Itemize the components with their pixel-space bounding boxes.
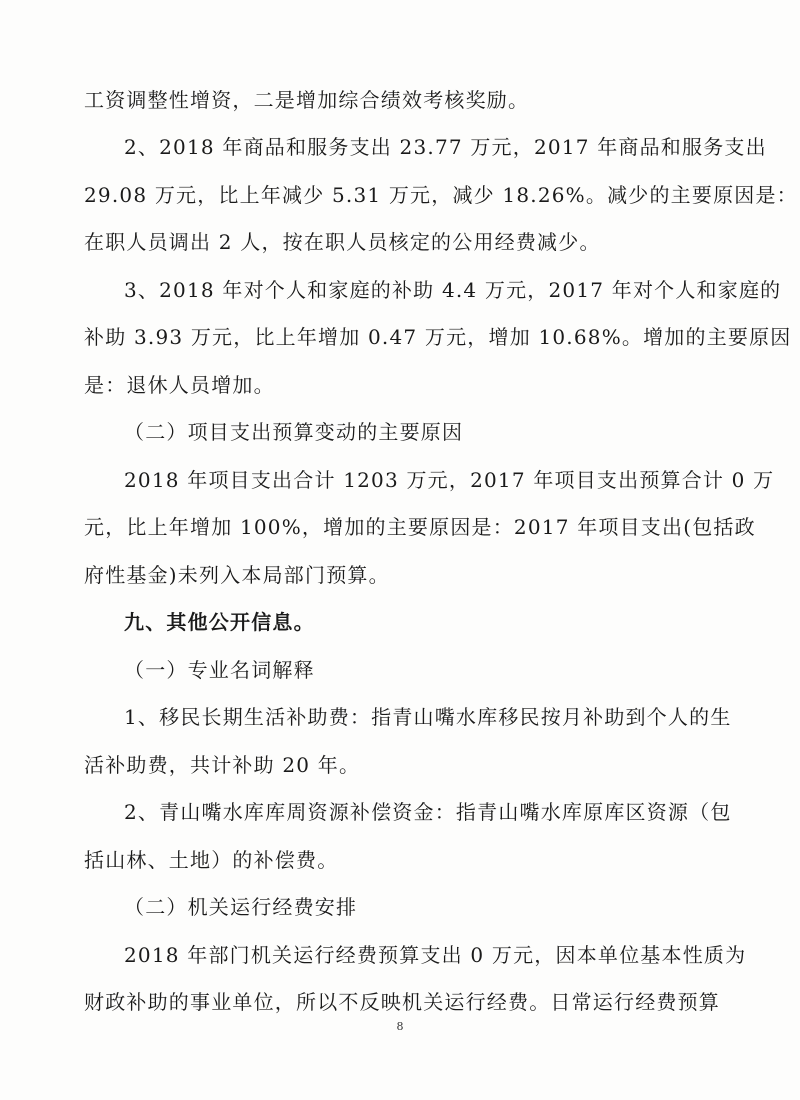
text-line-15: 活补助费，共计补助 20 年。 [84, 753, 361, 777]
text-line-16: 2、青山嘴水库库周资源补偿资金：指青山嘴水库原库区资源（包 [124, 800, 732, 824]
text-line-3: 29.08 万元，比上年减少 5.31 万元，减少 18.26%。减少的主要原因是： [84, 183, 798, 207]
text-line-14: 1、移民长期生活补助费：指青山嘴水库移民按月补助到个人的生 [124, 705, 732, 729]
section-heading-terms: （一）专业名词解释 [124, 658, 315, 682]
text-line-2: 2、2018 年商品和服务支出 23.77 万元，2017 年商品和服务支出 [124, 135, 767, 159]
text-line-11: 府性基金)未列入本局部门预算。 [84, 563, 390, 587]
text-line-19: 2018 年部门机关运行经费预算支出 0 万元，因本单位基本性质为 [124, 943, 747, 967]
text-line-17: 括山林、土地）的补偿费。 [84, 848, 339, 872]
text-line-1: 工资调整性增资，二是增加综合绩效考核奖励。 [84, 88, 530, 112]
text-line-4: 在职人员调出 2 人，按在职人员核定的公用经费减少。 [84, 230, 601, 254]
section-heading-project-expense: （二）项目支出预算变动的主要原因 [124, 420, 464, 444]
section-heading-operating-costs: （二）机关运行经费安排 [124, 895, 358, 919]
text-line-6: 补助 3.93 万元，比上年增加 0.47 万元，增加 10.68%。增加的主要原因 [84, 325, 792, 349]
text-line-20: 财政补助的事业单位，所以不反映机关运行经费。日常运行经费预算 [84, 990, 720, 1014]
section-heading-other-info: 九、其他公开信息。 [124, 610, 315, 634]
page-number: 8 [396, 1020, 404, 1033]
text-line-5: 3、2018 年对个人和家庭的补助 4.4 万元，2017 年对个人和家庭的 [124, 278, 782, 302]
text-line-7: 是：退休人员增加。 [84, 373, 275, 397]
text-line-10: 元，比上年增加 100%，增加的主要原因是：2017 年项目支出(包括政 [84, 515, 756, 539]
text-line-9: 2018 年项目支出合计 1203 万元，2017 年项目支出预算合计 0 万 [124, 468, 775, 492]
